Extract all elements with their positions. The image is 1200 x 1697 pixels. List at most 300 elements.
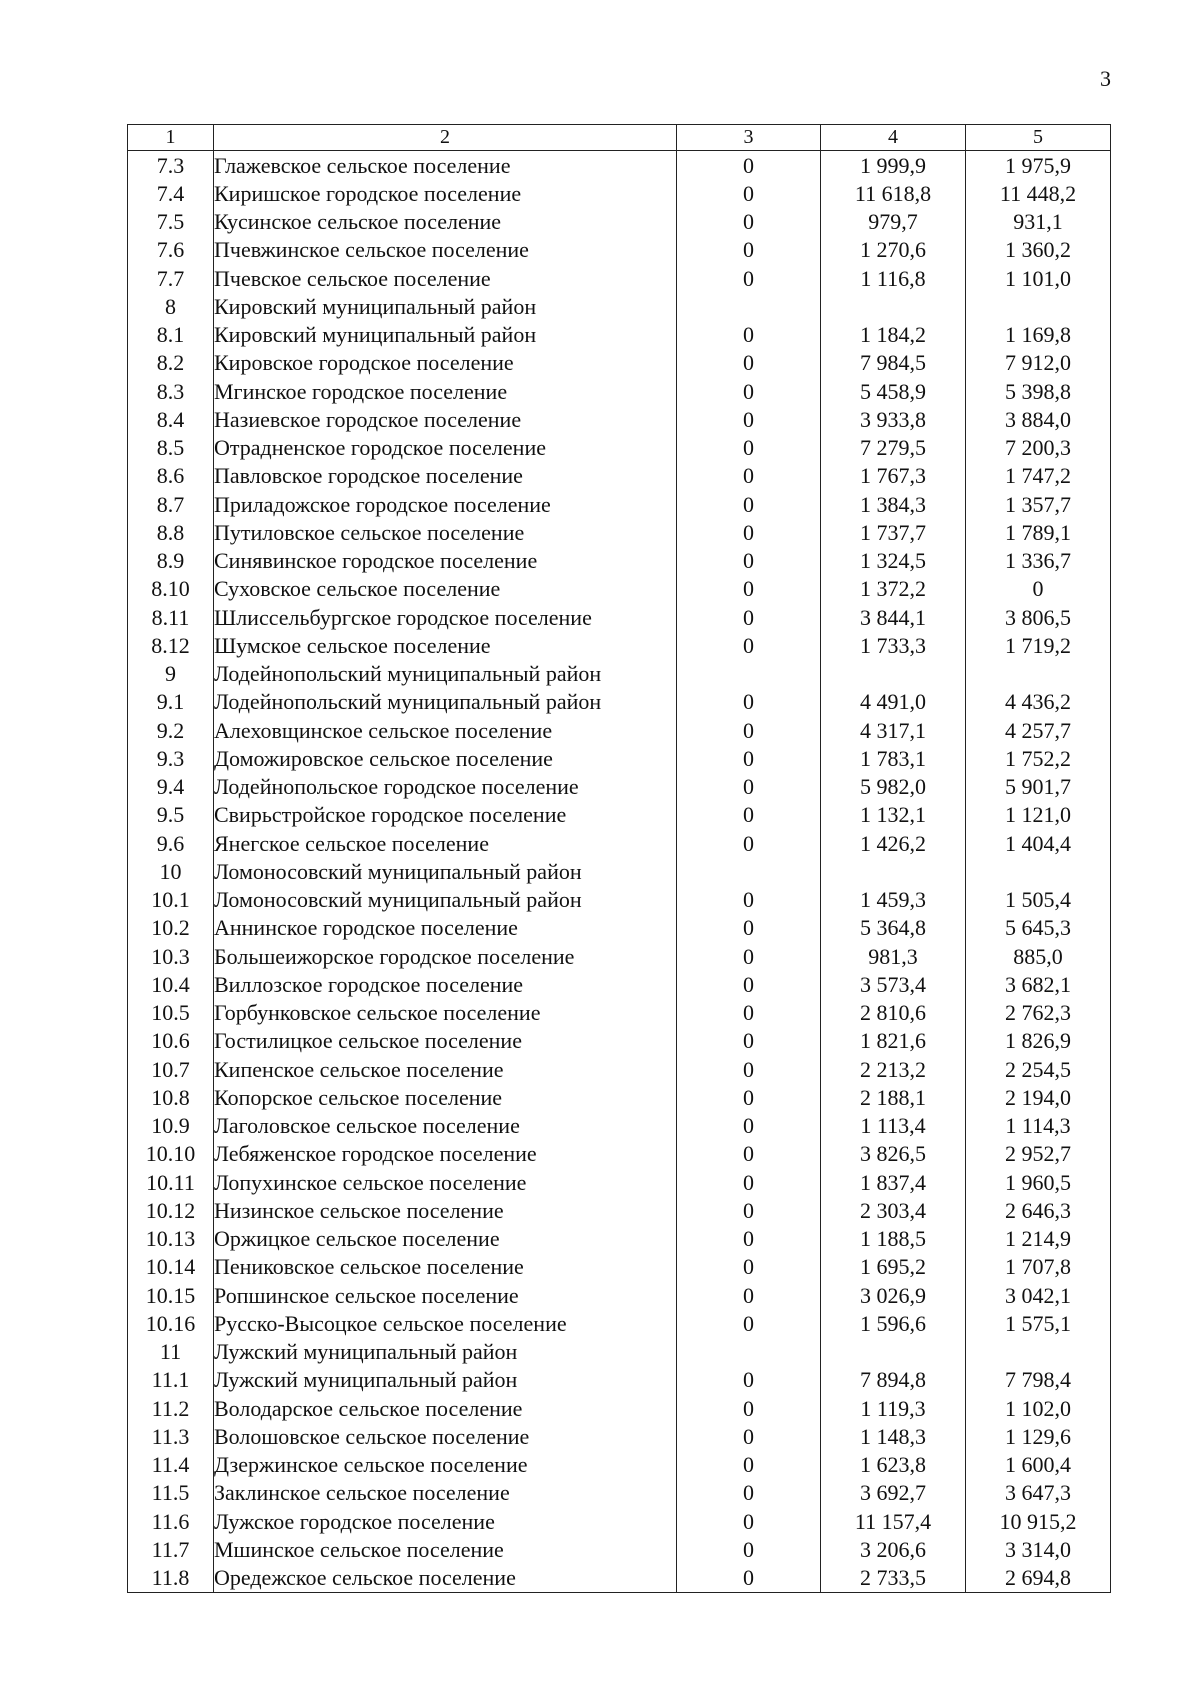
- header-col-4: 4: [821, 125, 966, 151]
- row-col-4: 2 733,5: [821, 1564, 966, 1593]
- row-name: Синявинское городское поселение: [214, 547, 677, 575]
- row-col-3: 0: [677, 970, 821, 998]
- table-row: [128, 970, 1111, 998]
- row-col-3: 0: [677, 434, 821, 462]
- table-row: [128, 179, 1111, 207]
- row-number: 8.7: [128, 490, 214, 518]
- row-col-3: 0: [677, 1564, 821, 1593]
- header-row: [128, 125, 1111, 151]
- row-col-4: 1 270,6: [821, 236, 966, 264]
- table-row: [128, 292, 1111, 320]
- row-number: 9.5: [128, 801, 214, 829]
- row-col-5: 7 798,4: [966, 1366, 1111, 1394]
- row-name: Мгинское городское поселение: [214, 377, 677, 405]
- row-col-4: 3 844,1: [821, 603, 966, 631]
- row-col-3: 0: [677, 744, 821, 772]
- row-col-3: 0: [677, 1422, 821, 1450]
- row-col-4: 2 810,6: [821, 999, 966, 1027]
- row-col-4: [821, 1338, 966, 1366]
- table-row: [128, 603, 1111, 631]
- row-col-4: 2 303,4: [821, 1196, 966, 1224]
- row-number: 10.2: [128, 914, 214, 942]
- row-col-4: [821, 292, 966, 320]
- row-name: Павловское городское поселение: [214, 462, 677, 490]
- row-col-5: 1 789,1: [966, 518, 1111, 546]
- row-col-3: 0: [677, 716, 821, 744]
- row-name: Кировский муниципальный район: [214, 292, 677, 320]
- row-col-5: 1 357,7: [966, 490, 1111, 518]
- row-col-5: 1 707,8: [966, 1253, 1111, 1281]
- table-row: [128, 1027, 1111, 1055]
- row-number: 10.14: [128, 1253, 214, 1281]
- row-col-3: 0: [677, 631, 821, 659]
- row-name: Аннинское городское поселение: [214, 914, 677, 942]
- row-col-4: 1 695,2: [821, 1253, 966, 1281]
- row-name: Шлиссельбургское городское поселение: [214, 603, 677, 631]
- row-col-3: 0: [677, 1507, 821, 1535]
- row-col-3: 0: [677, 1309, 821, 1337]
- row-col-3: 0: [677, 914, 821, 942]
- table-row: [128, 151, 1111, 180]
- row-number: 11: [128, 1338, 214, 1366]
- row-col-5: 2 952,7: [966, 1140, 1111, 1168]
- row-number: 11.2: [128, 1394, 214, 1422]
- row-col-5: 1 114,3: [966, 1112, 1111, 1140]
- table-row: [128, 1055, 1111, 1083]
- page-number: 3: [1100, 66, 1111, 91]
- row-col-4: 1 113,4: [821, 1112, 966, 1140]
- row-name: Суховское сельское поселение: [214, 575, 677, 603]
- row-number: 10.7: [128, 1055, 214, 1083]
- row-name: Назиевское городское поселение: [214, 405, 677, 433]
- row-name: Пчевжинское сельское поселение: [214, 236, 677, 264]
- row-number: 11.6: [128, 1507, 214, 1535]
- table-row: [128, 660, 1111, 688]
- row-col-5: 3 682,1: [966, 970, 1111, 998]
- row-col-4: 1 767,3: [821, 462, 966, 490]
- table-row: [128, 321, 1111, 349]
- row-col-4: 1 119,3: [821, 1394, 966, 1422]
- table-row: [128, 518, 1111, 546]
- row-col-5: [966, 857, 1111, 885]
- table-row: [128, 575, 1111, 603]
- row-col-4: 4 491,0: [821, 688, 966, 716]
- row-col-5: 2 646,3: [966, 1196, 1111, 1224]
- table-row: [128, 744, 1111, 772]
- row-col-3: 0: [677, 942, 821, 970]
- row-number: 11.8: [128, 1564, 214, 1593]
- row-col-5: 1 505,4: [966, 886, 1111, 914]
- row-col-4: 1 596,6: [821, 1309, 966, 1337]
- row-name: Кировский муниципальный район: [214, 321, 677, 349]
- row-col-5: 2 254,5: [966, 1055, 1111, 1083]
- row-col-3: 0: [677, 349, 821, 377]
- table-row: [128, 434, 1111, 462]
- row-col-5: 0: [966, 575, 1111, 603]
- row-col-3: 0: [677, 490, 821, 518]
- row-name: Гостилицкое сельское поселение: [214, 1027, 677, 1055]
- row-number: 8.1: [128, 321, 214, 349]
- row-name: Дзержинское сельское поселение: [214, 1451, 677, 1479]
- row-col-5: 1 575,1: [966, 1309, 1111, 1337]
- row-col-4: 3 573,4: [821, 970, 966, 998]
- row-number: 8.5: [128, 434, 214, 462]
- row-col-3: 0: [677, 1196, 821, 1224]
- row-number: 10.12: [128, 1196, 214, 1224]
- row-number: 8.9: [128, 547, 214, 575]
- row-col-3: 0: [677, 518, 821, 546]
- table-row: [128, 716, 1111, 744]
- row-col-4: 3 206,6: [821, 1535, 966, 1563]
- row-col-3: 0: [677, 1083, 821, 1111]
- row-name: Заклинское сельское поселение: [214, 1479, 677, 1507]
- row-col-5: 1 960,5: [966, 1168, 1111, 1196]
- row-name: Пчевское сельское поселение: [214, 264, 677, 292]
- row-col-4: 4 317,1: [821, 716, 966, 744]
- row-col-4: 1 426,2: [821, 829, 966, 857]
- table-row: [128, 264, 1111, 292]
- row-col-3: 0: [677, 462, 821, 490]
- row-col-3: 0: [677, 801, 821, 829]
- row-col-3: [677, 857, 821, 885]
- row-col-5: 11 448,2: [966, 179, 1111, 207]
- row-number: 9.1: [128, 688, 214, 716]
- row-col-4: 1 623,8: [821, 1451, 966, 1479]
- table-row: [128, 829, 1111, 857]
- row-number: 10.15: [128, 1281, 214, 1309]
- row-name: Виллозское городское поселение: [214, 970, 677, 998]
- row-col-5: 1 169,8: [966, 321, 1111, 349]
- row-name: Лаголовское сельское поселение: [214, 1112, 677, 1140]
- row-name: Лодейнопольское городское поселение: [214, 773, 677, 801]
- row-col-4: 7 894,8: [821, 1366, 966, 1394]
- row-col-5: 4 436,2: [966, 688, 1111, 716]
- row-number: 10.6: [128, 1027, 214, 1055]
- row-col-4: 3 026,9: [821, 1281, 966, 1309]
- table-row: [128, 1112, 1111, 1140]
- row-col-4: 1 384,3: [821, 490, 966, 518]
- row-col-5: 3 647,3: [966, 1479, 1111, 1507]
- row-col-4: 979,7: [821, 208, 966, 236]
- row-col-4: 2 213,2: [821, 1055, 966, 1083]
- row-name: Оредежское сельское поселение: [214, 1564, 677, 1593]
- row-col-4: 3 692,7: [821, 1479, 966, 1507]
- row-name: Волошовское сельское поселение: [214, 1422, 677, 1450]
- table-row: [128, 1451, 1111, 1479]
- row-col-3: 0: [677, 1394, 821, 1422]
- row-name: Копорское сельское поселение: [214, 1083, 677, 1111]
- row-name: Ломоносовский муниципальный район: [214, 886, 677, 914]
- table-row: [128, 999, 1111, 1027]
- row-col-4: 1 324,5: [821, 547, 966, 575]
- row-col-4: 1 184,2: [821, 321, 966, 349]
- row-col-3: 0: [677, 264, 821, 292]
- row-name: Кипенское сельское поселение: [214, 1055, 677, 1083]
- table-row: [128, 857, 1111, 885]
- row-number: 9.6: [128, 829, 214, 857]
- row-name: Мшинское сельское поселение: [214, 1535, 677, 1563]
- row-number: 10.5: [128, 999, 214, 1027]
- row-col-4: 3 933,8: [821, 405, 966, 433]
- row-col-5: [966, 292, 1111, 320]
- row-number: 8.4: [128, 405, 214, 433]
- table-row: [128, 377, 1111, 405]
- row-col-3: [677, 292, 821, 320]
- table-row: [128, 1196, 1111, 1224]
- table-row: [128, 405, 1111, 433]
- row-name: Большеижорское городское поселение: [214, 942, 677, 970]
- header-col-1: 1: [128, 125, 214, 151]
- row-col-3: 0: [677, 1281, 821, 1309]
- row-number: 7.7: [128, 264, 214, 292]
- row-col-4: 7 984,5: [821, 349, 966, 377]
- header-col-2: 2: [214, 125, 677, 151]
- row-col-4: 1 821,6: [821, 1027, 966, 1055]
- row-col-5: 1 121,0: [966, 801, 1111, 829]
- table-row: [128, 236, 1111, 264]
- row-col-4: 1 783,1: [821, 744, 966, 772]
- row-col-5: 1 404,4: [966, 829, 1111, 857]
- row-col-3: 0: [677, 688, 821, 716]
- table-row: [128, 1140, 1111, 1168]
- row-col-5: 1 129,6: [966, 1422, 1111, 1450]
- row-col-5: 3 884,0: [966, 405, 1111, 433]
- row-col-4: 11 157,4: [821, 1507, 966, 1535]
- row-number: 10.9: [128, 1112, 214, 1140]
- row-number: 11.3: [128, 1422, 214, 1450]
- row-col-5: 7 912,0: [966, 349, 1111, 377]
- row-col-5: 1 360,2: [966, 236, 1111, 264]
- row-col-3: 0: [677, 1055, 821, 1083]
- row-name: Свирьстройское городское поселение: [214, 801, 677, 829]
- row-number: 10.13: [128, 1225, 214, 1253]
- table-header: [128, 125, 1111, 151]
- row-col-3: 0: [677, 829, 821, 857]
- row-number: 8.12: [128, 631, 214, 659]
- row-col-3: 0: [677, 1366, 821, 1394]
- row-name: Володарское сельское поселение: [214, 1394, 677, 1422]
- row-col-3: 0: [677, 547, 821, 575]
- row-name: Путиловское сельское поселение: [214, 518, 677, 546]
- row-col-3: [677, 660, 821, 688]
- row-col-4: 1 116,8: [821, 264, 966, 292]
- row-name: Глажевское сельское поселение: [214, 151, 677, 180]
- row-col-4: 7 279,5: [821, 434, 966, 462]
- row-col-4: 1 737,7: [821, 518, 966, 546]
- data-table: [127, 124, 1111, 1593]
- row-col-4: 1 733,3: [821, 631, 966, 659]
- row-col-3: 0: [677, 1027, 821, 1055]
- header-col-3: 3: [677, 125, 821, 151]
- row-col-5: 1 719,2: [966, 631, 1111, 659]
- row-col-5: 1 214,9: [966, 1225, 1111, 1253]
- row-col-5: 1 747,2: [966, 462, 1111, 490]
- row-number: 8.2: [128, 349, 214, 377]
- row-col-4: 1 132,1: [821, 801, 966, 829]
- table-row: [128, 886, 1111, 914]
- row-name: Оржицкое сельское поселение: [214, 1225, 677, 1253]
- row-col-5: 10 915,2: [966, 1507, 1111, 1535]
- row-col-5: 2 694,8: [966, 1564, 1111, 1593]
- row-name: Доможировское сельское поселение: [214, 744, 677, 772]
- row-number: 7.6: [128, 236, 214, 264]
- row-col-5: 1 101,0: [966, 264, 1111, 292]
- row-name: Ропшинское сельское поселение: [214, 1281, 677, 1309]
- row-col-3: 0: [677, 1168, 821, 1196]
- row-col-4: 5 364,8: [821, 914, 966, 942]
- row-col-4: 3 826,5: [821, 1140, 966, 1168]
- row-col-4: [821, 660, 966, 688]
- row-number: 7.3: [128, 151, 214, 180]
- row-col-5: 4 257,7: [966, 716, 1111, 744]
- row-col-5: [966, 1338, 1111, 1366]
- row-name: Лодейнопольский муниципальный район: [214, 688, 677, 716]
- table-row: [128, 1225, 1111, 1253]
- table-row: [128, 462, 1111, 490]
- table-row: [128, 942, 1111, 970]
- row-number: 9: [128, 660, 214, 688]
- table-row: [128, 547, 1111, 575]
- row-name: Шумское сельское поселение: [214, 631, 677, 659]
- row-col-4: 1 837,4: [821, 1168, 966, 1196]
- row-number: 8.8: [128, 518, 214, 546]
- row-col-5: 1 600,4: [966, 1451, 1111, 1479]
- row-col-3: 0: [677, 886, 821, 914]
- row-name: Кусинское сельское поселение: [214, 208, 677, 236]
- table-row: [128, 1479, 1111, 1507]
- table-row: [128, 1422, 1111, 1450]
- row-name: Низинское сельское поселение: [214, 1196, 677, 1224]
- row-name: Пениковское сельское поселение: [214, 1253, 677, 1281]
- row-number: 10.3: [128, 942, 214, 970]
- row-number: 11.1: [128, 1366, 214, 1394]
- row-name: Киришское городское поселение: [214, 179, 677, 207]
- row-number: 11.7: [128, 1535, 214, 1563]
- row-col-3: 0: [677, 1479, 821, 1507]
- row-col-3: 0: [677, 208, 821, 236]
- row-number: 9.4: [128, 773, 214, 801]
- header-col-5: 5: [966, 125, 1111, 151]
- row-name: Лодейнопольский муниципальный район: [214, 660, 677, 688]
- row-col-5: 2 762,3: [966, 999, 1111, 1027]
- row-col-3: 0: [677, 1112, 821, 1140]
- row-col-5: 1 336,7: [966, 547, 1111, 575]
- row-col-3: 0: [677, 1253, 821, 1281]
- table-row: [128, 1394, 1111, 1422]
- row-number: 10.16: [128, 1309, 214, 1337]
- row-col-4: 1 188,5: [821, 1225, 966, 1253]
- row-col-3: 0: [677, 179, 821, 207]
- row-col-3: 0: [677, 236, 821, 264]
- row-col-3: 0: [677, 321, 821, 349]
- row-col-4: 1 148,3: [821, 1422, 966, 1450]
- row-col-5: 1 975,9: [966, 151, 1111, 180]
- row-col-5: 7 200,3: [966, 434, 1111, 462]
- row-col-5: 5 645,3: [966, 914, 1111, 942]
- row-col-3: 0: [677, 1140, 821, 1168]
- row-col-3: [677, 1338, 821, 1366]
- row-name: Горбунковское сельское поселение: [214, 999, 677, 1027]
- row-number: 11.5: [128, 1479, 214, 1507]
- row-name: Лужский муниципальный район: [214, 1338, 677, 1366]
- row-number: 8.11: [128, 603, 214, 631]
- row-col-4: 5 982,0: [821, 773, 966, 801]
- row-name: Приладожское городское поселение: [214, 490, 677, 518]
- row-col-5: 5 398,8: [966, 377, 1111, 405]
- row-name: Кировское городское поселение: [214, 349, 677, 377]
- row-col-5: 885,0: [966, 942, 1111, 970]
- table-row: [128, 1281, 1111, 1309]
- row-col-3: 0: [677, 1225, 821, 1253]
- row-col-3: 0: [677, 603, 821, 631]
- table-row: [128, 1338, 1111, 1366]
- row-name: Лужский муниципальный район: [214, 1366, 677, 1394]
- row-col-5: 3 314,0: [966, 1535, 1111, 1563]
- row-col-5: 931,1: [966, 208, 1111, 236]
- row-col-3: 0: [677, 773, 821, 801]
- row-col-3: 0: [677, 1535, 821, 1563]
- row-number: 7.5: [128, 208, 214, 236]
- row-col-5: 1 826,9: [966, 1027, 1111, 1055]
- row-col-3: 0: [677, 999, 821, 1027]
- row-name: Янегское сельское поселение: [214, 829, 677, 857]
- table-row: [128, 773, 1111, 801]
- row-name: Лебяженское городское поселение: [214, 1140, 677, 1168]
- table-row: [128, 490, 1111, 518]
- table-row: [128, 1168, 1111, 1196]
- row-name: Отрадненское городское поселение: [214, 434, 677, 462]
- row-col-4: 1 459,3: [821, 886, 966, 914]
- table-row: [128, 631, 1111, 659]
- row-col-3: 0: [677, 575, 821, 603]
- row-col-4: 981,3: [821, 942, 966, 970]
- row-col-3: 0: [677, 405, 821, 433]
- table-row: [128, 1083, 1111, 1111]
- table-row: [128, 349, 1111, 377]
- row-col-5: [966, 660, 1111, 688]
- row-name: Лужское городское поселение: [214, 1507, 677, 1535]
- row-number: 10.10: [128, 1140, 214, 1168]
- row-col-5: 3 806,5: [966, 603, 1111, 631]
- row-number: 8: [128, 292, 214, 320]
- row-col-3: 0: [677, 1451, 821, 1479]
- row-col-5: 2 194,0: [966, 1083, 1111, 1111]
- table-row: [128, 1507, 1111, 1535]
- table-row: [128, 914, 1111, 942]
- table-row: [128, 688, 1111, 716]
- row-number: 10: [128, 857, 214, 885]
- table-row: [128, 1309, 1111, 1337]
- table-row: [128, 1564, 1111, 1593]
- row-col-4: 1 372,2: [821, 575, 966, 603]
- row-name: Лопухинское сельское поселение: [214, 1168, 677, 1196]
- row-number: 9.3: [128, 744, 214, 772]
- row-col-5: 3 042,1: [966, 1281, 1111, 1309]
- row-number: 8.6: [128, 462, 214, 490]
- row-number: 8.3: [128, 377, 214, 405]
- row-number: 8.10: [128, 575, 214, 603]
- row-number: 10.8: [128, 1083, 214, 1111]
- row-name: Русско-Высоцкое сельское поселение: [214, 1309, 677, 1337]
- row-number: 10.11: [128, 1168, 214, 1196]
- row-col-4: [821, 857, 966, 885]
- row-col-4: 1 999,9: [821, 151, 966, 180]
- row-name: Ломоносовский муниципальный район: [214, 857, 677, 885]
- row-col-4: 2 188,1: [821, 1083, 966, 1111]
- table-row: [128, 1366, 1111, 1394]
- table-row: [128, 801, 1111, 829]
- table-body: [128, 151, 1111, 1593]
